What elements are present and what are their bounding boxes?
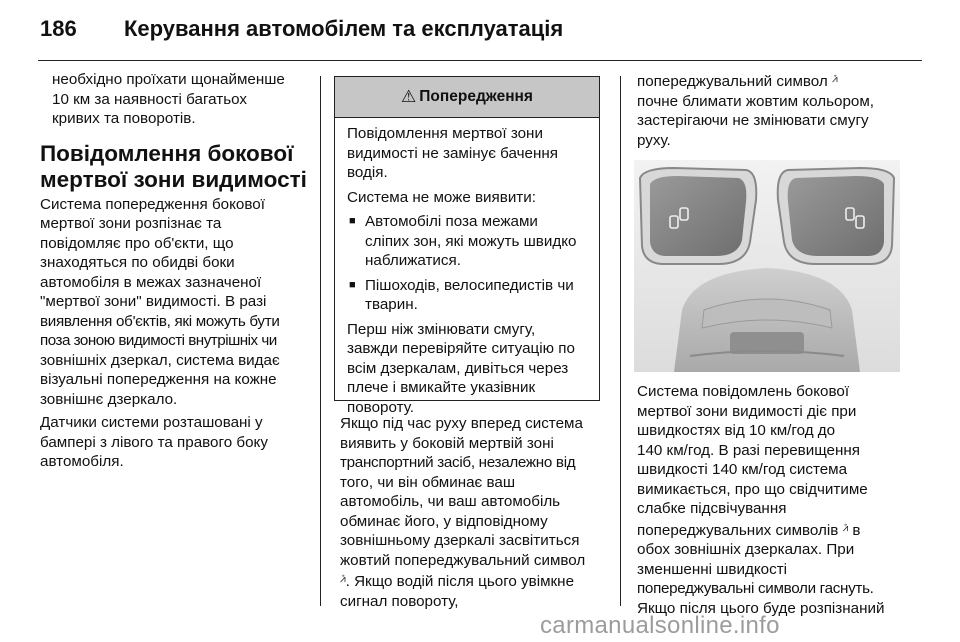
right-column-top: [637, 70, 907, 150]
body-line: сигнал повороту,: [340, 592, 459, 610]
intro-line: 10 км за наявності багатьох: [52, 90, 248, 108]
bullet-line: тварин.: [365, 296, 418, 313]
body-line: зовнішнє дзеркало.: [40, 390, 178, 408]
warning-line: повороту.: [347, 398, 414, 416]
body-line: жовтий попереджувальний символ: [340, 551, 586, 569]
bullet-square-icon: ■: [349, 278, 356, 291]
body-line: зменшенні швидкості: [637, 560, 788, 578]
bullet-line: наближатися.: [365, 252, 461, 269]
car-mirrors-drawing: [634, 160, 900, 372]
bullet-text: [365, 212, 576, 271]
body-line: руху.: [637, 131, 671, 149]
warning-line: всім дзеркалам, дивіться через: [347, 359, 569, 377]
body-line: поза зоною видимості внутрішніх чи: [40, 332, 277, 349]
section-heading: [40, 141, 316, 193]
intro-line: кривих та поворотів.: [52, 110, 196, 127]
body-line: попереджувальні символи гаснуть.: [637, 580, 874, 597]
warning-triangle-icon: ⚠: [401, 87, 417, 106]
warning-line: видимості не замінує бачення: [347, 144, 558, 162]
middle-column-text: [340, 414, 616, 611]
body-line: "мертвої зони" видимості. В разі: [40, 293, 267, 310]
bullet-line: Пішоходів, велосипедистів чи: [365, 276, 574, 294]
left-column: [40, 70, 316, 472]
body-line: слабке підсвічування: [637, 500, 787, 517]
blind-spot-symbol-icon: ⩘⃰: [832, 74, 838, 85]
body-line: повідомляє про об'єкти, що: [40, 234, 234, 252]
body-line: транспортний засіб, незалежно від: [340, 454, 576, 471]
column-divider-right: [620, 76, 621, 606]
body-line: [340, 570, 616, 592]
body-line: обминає його, у відповідному: [340, 512, 548, 530]
page-header: [40, 16, 920, 54]
warning-bullet: [347, 212, 589, 271]
section-heading-line: Повідомлення бокової: [40, 140, 294, 166]
body-line: 140 км/год. В разі перевищення: [637, 441, 860, 459]
page-number: 186: [40, 16, 77, 41]
body-line-fragment: попереджувальних символів: [637, 521, 839, 539]
warning-paragraph: [347, 124, 589, 183]
watermark: carmanualsonline.info: [540, 612, 780, 639]
warning-line: плече і вмикайте указівник: [347, 379, 536, 396]
blind-spot-symbol-icon: ⩘⃰: [842, 522, 849, 534]
intro-line: необхідно проїхати щонайменше: [52, 71, 285, 88]
right-column-bottom: [637, 382, 913, 618]
body-line: почне блимати жовтим кольором,: [637, 92, 875, 110]
body-line: виявить у боковій мертвій зоні: [340, 434, 554, 452]
body-line: автомобіля.: [40, 453, 124, 470]
bullet-square-icon: ■: [349, 215, 356, 227]
body-line: мертвої зони розпізнає та: [40, 215, 222, 232]
body-line: Якщо після цього буде розпізнаний: [637, 599, 885, 617]
body-line: швидкостях від 10 км/год до: [637, 422, 836, 439]
bullet-text: [365, 276, 574, 315]
body-line: вимикається, про що свідчитиме: [637, 480, 868, 498]
body-line: мертвої зони видимості діє при: [637, 402, 857, 420]
body-line: того, чи він обминає ваш: [340, 473, 516, 491]
body-line: [637, 70, 907, 92]
body-line: застерігаючи не змінювати смугу: [637, 112, 869, 129]
bullet-line: Автомобілі поза межами: [365, 213, 538, 230]
body-line: бампері з лівого та правого боку: [40, 433, 268, 451]
warning-bullet: [347, 276, 589, 315]
body-line: обох зовнішніх дзеркалах. При: [637, 541, 855, 558]
warning-line: водія.: [347, 164, 388, 181]
body-line-fragment: . Якщо водій після цього увімкне: [345, 573, 575, 590]
body-line: автомобіль, чи ваш автомобіль: [340, 493, 561, 510]
body-line: [637, 519, 913, 541]
body-line: зовнішніх дзеркал, система видає: [40, 351, 280, 369]
warning-title: Попередження: [419, 88, 533, 105]
body-line: Система повідомлень бокової: [637, 383, 850, 400]
body-line: знаходяться по обидві боки: [40, 254, 235, 271]
body-line-fragment: попереджувальний символ: [637, 73, 828, 90]
body-line: Система попередження бокової: [40, 195, 265, 213]
body-line-fragment: в: [848, 521, 861, 539]
column-divider-left: [320, 76, 321, 606]
body-line: зовнішньому дзеркалі засвітиться: [340, 532, 580, 549]
warning-body: [335, 118, 599, 417]
warning-line: Повідомлення мертвої зони: [347, 125, 543, 142]
warning-box: [334, 76, 600, 416]
car-mirrors-illustration: [634, 160, 900, 372]
body-line: Датчики системи розташовані у: [40, 414, 263, 431]
warning-paragraph: [347, 320, 589, 418]
bullet-line: сліпих зон, які можуть швидко: [365, 232, 577, 250]
section-heading-line: мертвої зони видимості: [40, 166, 307, 192]
body-line: виявлення об'єктів, які можуть бути: [40, 312, 280, 330]
warning-header: [335, 77, 599, 118]
warning-line: завжди перевіряйте ситуацію по: [347, 340, 575, 357]
blind-spot-symbol-icon: ⩘⃰: [340, 574, 346, 585]
warning-paragraph: Система не може виявити:: [347, 188, 536, 206]
body-line: візуальні попередження на кожне: [40, 371, 277, 388]
body-line: Якщо під час руху вперед система: [340, 415, 583, 432]
warning-line: Перш ніж змінювати смугу,: [347, 320, 536, 338]
body-line: автомобіля в межах зазначеної: [40, 273, 262, 291]
header-rule: [38, 60, 922, 61]
chapter-title: Керування автомобілем та експлуатація: [124, 16, 564, 41]
body-line: швидкості 140 км/год система: [637, 461, 848, 478]
